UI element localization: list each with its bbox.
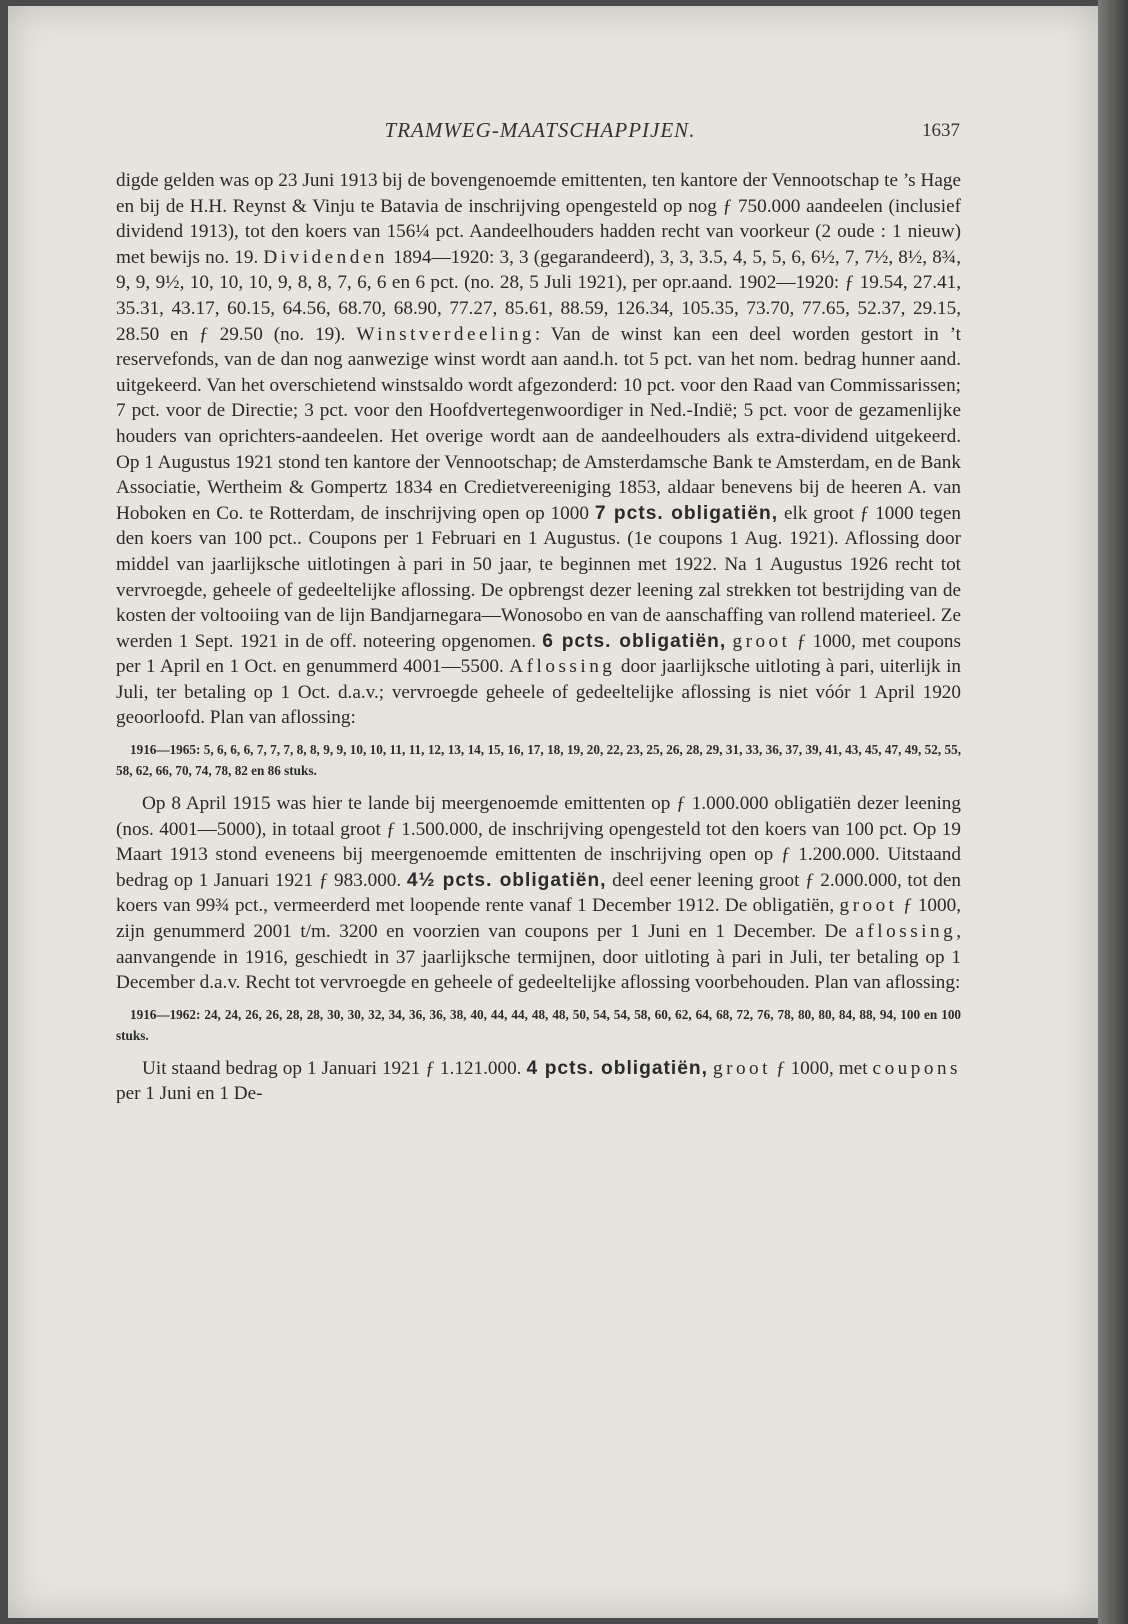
schedule-period: 1916—1962: — [130, 1006, 201, 1022]
document-body — [116, 168, 961, 1107]
text-span: Op 8 April 1915 was hier te lande bij meergenoemde emittenten op ƒ 1.000.000 obligatiën dezer leening (nos. 4001—5000), in totaal groot ƒ 1.500.000, de inschrijving opengesteld tot den koers van 100 pct. Op 19 Maart 1913 stond eveneens bij meergenoemde emittenten de inschrijving open op ƒ 1.200.000. Uitstaand bedrag op 1 Januari 1921 ƒ 983.000. — [116, 793, 961, 891]
text-span: ƒ 1000, zijn genummerd 2001 t/m. 3200 en voorzien van coupons per 1 Juni en 1 December. De — [116, 895, 962, 943]
running-title: TRAMWEG-MAATSCHAPPIJEN. — [384, 118, 696, 142]
text-span: : Van de winst kan een deel worden gestort in ’t reservefonds, van de dan nog aanwezige winst wordt aan aand.h. tot 5 pct. van het nom. bedrag hunner aand. uitgekeerd. Van het overschietend winstsaldo wordt afgezonderd: 10 pct. voor den Raad van Commissarissen; 7 pct. voor de Directie; 3 pct. voor den Hoofdvertegenwoordiger in Ned.-Indië; 5 pct. voor de gezamenlijke houders van oprichters-aandeelen. Het overige wordt aan de aandeelhouders als extra-dividend uitgekeerd. Op 1 Augustus 1921 stond ten kantore der Vennootschap; de Amsterdamsche Bank te Amsterdam, en de Bank Associatie, Wertheim & Gompertz 1834 en Credietvereeniging 1853, aldaar benevens bij de heeren A. van Hoboken en Co. te Rotterdam, de inschrijving open op 1000 — [116, 323, 961, 524]
text-span: elk groot ƒ 1000 tegen den koers van 100 pct.. Coupons per 1 Februari en 1 Augustus. (1e coupons 1 Aug. 1921). Aflossing door middel van jaarlijksche uitlotingen à pari in 50 jaar, te beginnen met 1922. Na 1 Augustus 1926 recht tot vervroegde, geheele of gedeeltelijke aflossing. De opbrengst dezer leening zal strekken tot bestrijding van de kosten der voltooiing van de lijn Bandjarnegara—Wonosobo en van de aanschaffing van rollend materieel. Ze werden 1 Sept. 1921 in de off. noteering opgenomen. — [116, 502, 961, 652]
bond-6-heading: 6 pcts. obligatiën, — [542, 630, 727, 652]
page-header — [120, 118, 960, 148]
dividenden-heading: Dividenden — [263, 246, 388, 268]
bond-45-heading: 4½ pcts. obligatiën, — [406, 869, 607, 891]
text-span: Uit staand bedrag op 1 Januari 1921 ƒ 1.121.000. — [142, 1057, 527, 1079]
text-span: ƒ 1000, met coupons per 1 April en 1 Oct. en genummerd 4001—5500. — [116, 630, 961, 678]
aflossing-label: Aflossing — [509, 656, 616, 678]
groot-label: groot — [839, 895, 898, 917]
winstverdeeling-heading: Winstverdeeling — [356, 323, 535, 345]
paragraph-dividends — [116, 168, 961, 731]
text-span: , aanvangende in 1916, geschiedt in 37 jaarlijksche termijnen, door uitloting à pari in Juli, ter betaling op 1 December d.a.v. Recht tot vervroegde en geheele of gedeeltelijke aflossing voorbehouden. Plan van aflossing: — [116, 921, 961, 994]
groot-label: groot — [732, 630, 791, 652]
page-number: 1637 — [922, 120, 960, 141]
book-edge — [1098, 0, 1128, 1624]
schedule-values: 24, 24, 26, 26, 28, 28, 30, 30, 32, 34, 36, 36, 38, 40, 44, 44, 48, 48, 50, 54, 54, 58, 60, 62, 64, 68, 72, 76, 78, 80, 80, 84, 88, 94, 100 en 100 stuks. — [116, 1006, 962, 1043]
aflossing-label: aflossing — [855, 921, 957, 943]
text-span: deel eener leening groot ƒ 2.000.000, tot den koers van 99¾ pct., vermeerderd met loopende rente vanaf 1 December 1912. De obligatiën, — [116, 869, 961, 917]
paragraph-45-bonds — [116, 791, 961, 996]
bond-7-heading: 7 pcts. obligatiën, — [594, 502, 779, 524]
text-span: per 1 Juni en 1 De- — [116, 1083, 263, 1105]
paragraph-4-bonds — [116, 1056, 961, 1107]
text-span: digde gelden was op 23 Juni 1913 bij de bovengenoemde emittenten, ten kantore der Vennootschap te ’s Hage en bij de H.H. Reynst & Vinju te Batavia de inschrijving opengesteld op nog ƒ 750.000 aandeelen (inclusief dividend 1913), tot den koers van 156¼ pct. Aandeelhouders hadden recht van voorkeur (2 oude : 1 nieuw) met bewijs no. 19. — [116, 170, 961, 268]
text-span: door jaarlijksche uitloting à pari, uiterlijk in Juli, ter betaling op 1 Oct. d.a.v.; vervroegde geheele of gedeeltelijke aflossing is niet vóór 1 April 1920 geoorloofd. Plan van aflossing: — [116, 656, 962, 729]
text-span: ƒ 1000, met — [770, 1057, 873, 1079]
redemption-schedule-2 — [116, 1004, 961, 1046]
coupons-label: coupons — [872, 1057, 961, 1079]
redemption-schedule-1 — [116, 739, 961, 781]
schedule-values: 5, 6, 6, 6, 7, 7, 7, 8, 8, 9, 9, 10, 10, 11, 11, 12, 13, 14, 15, 16, 17, 18, 19, 20, 22, 23, 25, 26, 28, 29, 31, 33, 36, 37, 39, 41, 43, 45, 47, 49, 52, 55, 58, 62, 66, 70, 74, 78, 82 en 86 stuks. — [116, 742, 961, 779]
bond-4-heading: 4 pcts. obligatiën, — [526, 1057, 708, 1079]
groot-label: groot — [712, 1057, 771, 1079]
schedule-period: 1916—1965: — [130, 742, 201, 758]
text-span: 1894—1920: 3, 3 (gegarandeerd), 3, 3, 3.5, 4, 5, 5, 6, 6½, 7, 7½, 8½, 8¾, 9, 9, 9½, 10, 10, 10, 9, 8, 8, 7, 6, 6 en 6 pct. (no. 28, 5 Juli 1921), per opr.aand. 1902—1920: ƒ 19.54, 27.41, 35.31, 43.17, 60.15, 64.56, 68.70, 68.90, 77.27, 85.61, 88.59, 126.34, 105.35, 73.70, 77.65, 52.37, 29.15, 28.50 en ƒ 29.50 (no. 19). — [116, 246, 961, 345]
